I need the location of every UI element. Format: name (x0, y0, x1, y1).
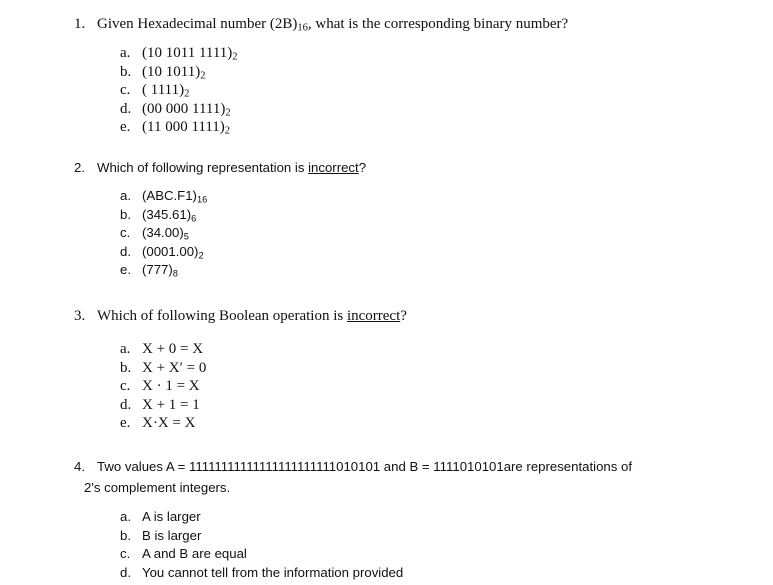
question-text: Which of following Boolean operation is incorrect? (97, 308, 407, 324)
emphasis-underlined: incorrect (308, 160, 359, 175)
question-text: Given Hexadecimal number $(2B)_{16}$, what is the corresponding binary number? (97, 16, 569, 34)
option-letter: e. (120, 262, 131, 278)
option-letter: a. (120, 509, 131, 524)
option-letter: d. (120, 100, 132, 117)
question-1-options (0, 44, 773, 137)
option-e (0, 261, 773, 280)
option-letter: b. (120, 63, 132, 80)
option-c (0, 224, 773, 243)
option-a (0, 340, 773, 359)
option-letter: d. (120, 243, 131, 259)
option-letter: a. (120, 341, 131, 357)
option-value: $(34.00)_5$ (142, 225, 189, 242)
option-value: You cannot tell from the information provided (142, 564, 404, 580)
option-value: (10 1011 $1111)_2$ (142, 45, 238, 63)
question-text-line-1: Two values A = 11111111111111111111111010101 and B = 1111010101are representations of (97, 459, 632, 474)
option-letter: a. (120, 188, 131, 203)
option-a (0, 187, 773, 206)
option-d (0, 243, 773, 262)
question-2 (0, 158, 773, 279)
question-2-stem (0, 158, 773, 178)
option-letter: b. (120, 206, 131, 222)
question-4 (0, 457, 773, 580)
question-4-stem (0, 457, 773, 477)
option-value: $(345.61)_6$ (142, 206, 197, 223)
option-letter: d. (120, 396, 132, 413)
option-value: (11 000 $1111)_2$ (142, 119, 231, 137)
option-letter: b. (120, 527, 131, 543)
question-number: 4. (74, 459, 85, 474)
option-letter: b. (120, 359, 132, 376)
question-2-options (0, 187, 773, 280)
option-value: B is larger (142, 527, 202, 543)
option-letter: c. (120, 378, 131, 395)
option-value: A and B are equal (142, 546, 247, 562)
question-1-stem (0, 14, 773, 34)
option-a (0, 44, 773, 63)
question-3-options (0, 340, 773, 433)
option-c (0, 377, 773, 396)
option-value: X · 1 = X (142, 378, 200, 395)
option-value: $(777)_8$ (142, 262, 178, 279)
question-number: 3. (74, 308, 86, 324)
option-value: A is larger (142, 509, 201, 524)
option-b (0, 359, 773, 378)
option-value: X + X′ = 0 (142, 359, 207, 376)
option-value: $(ABC.F1)_{16}$ (142, 188, 208, 205)
option-letter: e. (120, 415, 131, 432)
option-value: X·X = X (142, 415, 196, 432)
question-1 (0, 14, 773, 137)
option-letter: c. (120, 82, 131, 99)
option-c (0, 81, 773, 100)
option-value: X + 1 = 1 (142, 396, 200, 413)
emphasis-underlined: incorrect (346, 308, 401, 324)
question-3-stem (0, 306, 773, 326)
question-3 (0, 306, 773, 432)
option-value: (10 $1011)_2$ (142, 63, 206, 82)
option-b (0, 527, 773, 546)
option-b (0, 63, 773, 82)
option-value: $(0001.00)_2$ (142, 243, 204, 261)
option-value: ( $1111)_2$ (142, 82, 190, 100)
option-e (0, 118, 773, 137)
option-c (0, 545, 773, 564)
option-a (0, 508, 773, 527)
option-d (0, 100, 773, 119)
option-b (0, 206, 773, 225)
option-d (0, 396, 773, 415)
question-text: Which of following representation is incorrect? (97, 160, 367, 175)
option-letter: e. (120, 119, 131, 136)
option-value: X + 0 = X (142, 341, 204, 357)
option-letter: c. (120, 225, 131, 241)
option-e (0, 414, 773, 433)
question-number: 2. (74, 160, 85, 175)
question-text-line-2: 2's complement integers. (84, 480, 231, 495)
option-d (0, 564, 773, 583)
option-letter: a. (120, 45, 131, 61)
question-4-options (0, 508, 773, 582)
question-number: 1. (74, 16, 86, 32)
option-letter: d. (120, 564, 131, 580)
option-value: (00 000 $1111)_2$ (142, 100, 231, 119)
option-letter: c. (120, 546, 131, 562)
